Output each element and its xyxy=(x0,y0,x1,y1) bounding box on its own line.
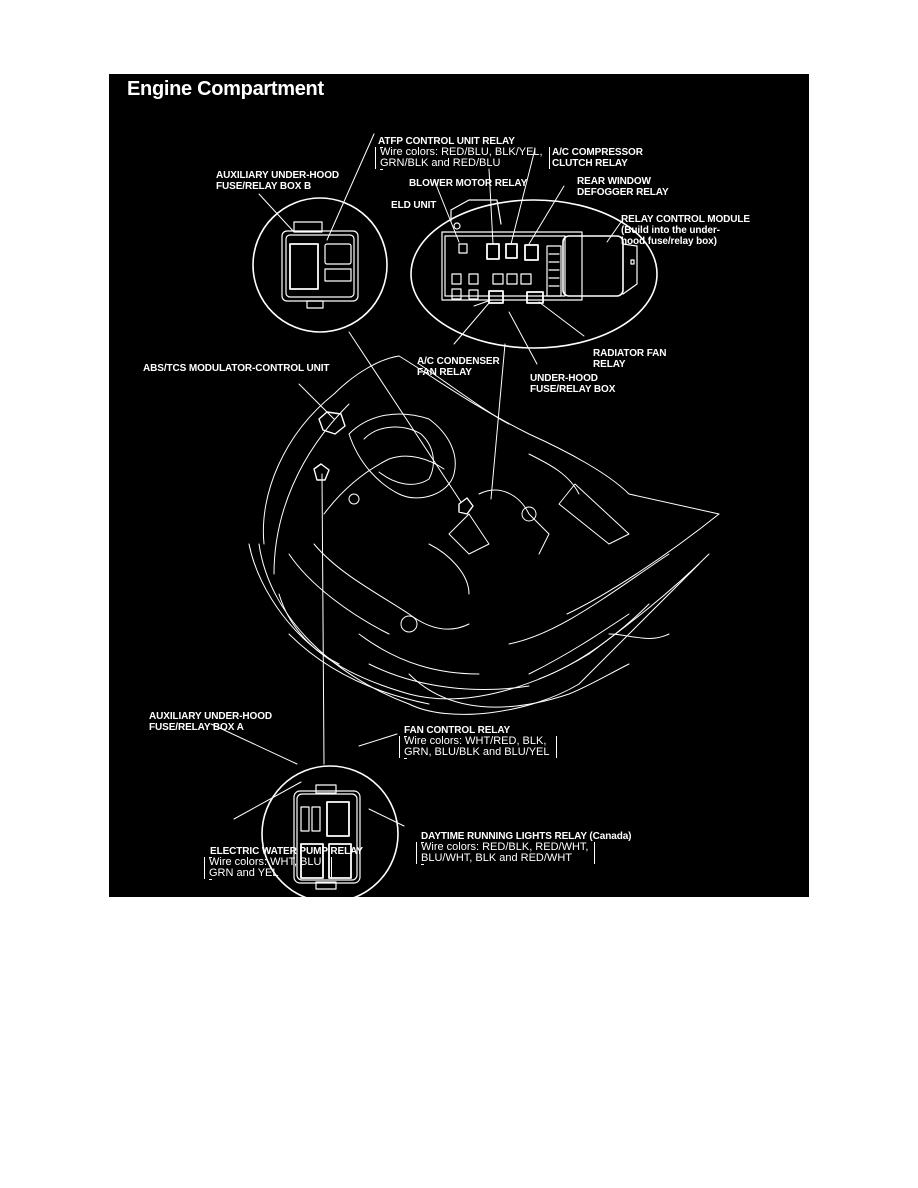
label-ac-compressor-relay: A/C COMPRESSOR CLUTCH RELAY xyxy=(552,147,643,169)
aux-box-b-inset xyxy=(253,198,387,332)
label-fan-control-relay: FAN CONTROL RELAY xyxy=(404,725,511,736)
label-relay-control-module: RELAY CONTROL MODULE (Build into the under- hood fuse/relay box) xyxy=(621,214,750,247)
label-atfp-relay: ATFP CONTROL UNIT RELAY xyxy=(378,136,515,147)
wire-colors-drl: Wire colors: RED/BLK, RED/WHT, BLU/WHT, BLK and RED/WHT xyxy=(416,842,595,864)
diagram-frame xyxy=(109,74,809,897)
label-water-pump-relay: ELECTRIC WATER PUMP RELAY xyxy=(210,846,363,857)
label-ac-condenser-relay: A/C CONDENSER FAN RELAY xyxy=(417,356,500,378)
wire-colors-atfp: Wire colors: RED/BLU, BLK/YEL, GRN/BLK and RED/BLU xyxy=(375,147,550,169)
car-engine-bay xyxy=(249,356,719,714)
label-aux-box-a: AUXILIARY UNDER-HOOD FUSE/RELAY BOX A xyxy=(149,711,273,733)
label-blower-motor-relay: BLOWER MOTOR RELAY xyxy=(409,178,528,189)
wire-colors-water-pump: Wire colors: WHT, BLU, GRN and YEL xyxy=(204,857,332,879)
label-radiator-fan-relay: RADIATOR FAN RELAY xyxy=(593,348,667,370)
engine-compartment-illustration xyxy=(109,74,809,897)
label-drl-relay: DAYTIME RUNNING LIGHTS RELAY (Canada) xyxy=(421,831,632,842)
label-abs-tcs-unit: ABS/TCS MODULATOR-CONTROL UNIT xyxy=(143,363,330,374)
label-aux-box-b: AUXILIARY UNDER-HOOD FUSE/RELAY BOX B xyxy=(216,170,340,192)
diagram-title: Engine Compartment xyxy=(127,78,324,100)
wire-colors-fan-control: Wire colors: WHT/RED, BLK, GRN, BLU/BLK and BLU/YEL xyxy=(399,736,557,758)
label-under-hood-box: UNDER-HOOD FUSE/RELAY BOX xyxy=(530,373,616,395)
label-eld-unit: ELD UNIT xyxy=(391,200,437,211)
label-rear-window-relay: REAR WINDOW DEFOGGER RELAY xyxy=(577,176,669,198)
